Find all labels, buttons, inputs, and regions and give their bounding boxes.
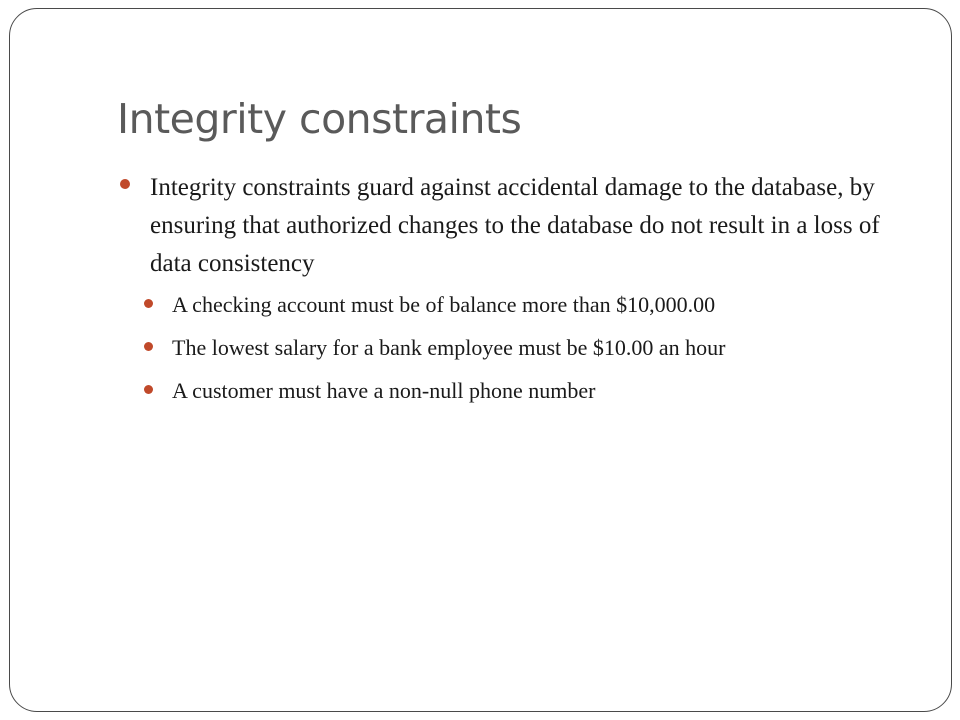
sub-bullet-text: The lowest salary for a bank employee must be $10.00 an hour [172, 335, 726, 360]
bullet-dot-icon [144, 342, 153, 351]
bullet-dot-icon [144, 299, 153, 308]
sub-bullet-item [120, 332, 920, 363]
sub-bullet-item [120, 375, 920, 406]
bullet-item [120, 169, 920, 283]
sub-bullet-text: A checking account must be of balance more than $10,000.00 [172, 292, 716, 317]
sub-bullet-item [120, 289, 920, 320]
sub-bullet-text: A customer must have a non-null phone number [172, 378, 596, 403]
slide-title: Integrity constraints [117, 95, 522, 143]
slide-frame [9, 8, 952, 712]
bullet-dot-icon [144, 385, 153, 394]
slide-body [120, 169, 920, 418]
bullet-text: Integrity constraints guard against accidental damage to the database, by ensuring that authorized changes to the database do not result in a loss of data consistency [150, 174, 880, 277]
bullet-dot-icon [120, 179, 130, 189]
